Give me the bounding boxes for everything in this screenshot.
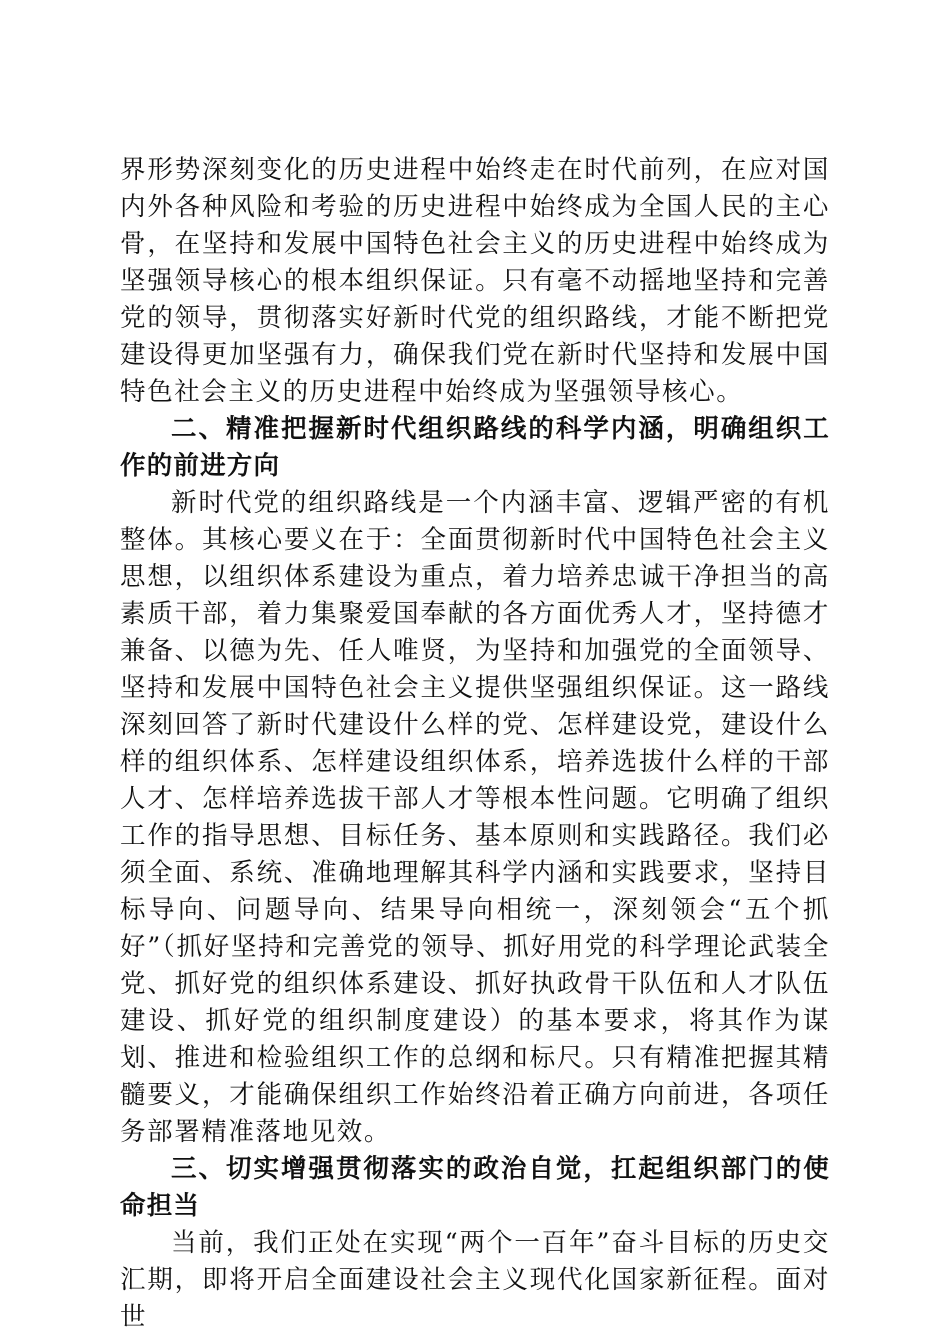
body-paragraph: 新时代党的组织路线是一个内涵丰富、逻辑严密的有机整体。其核心要义在于：全面贯彻新时代中国特色社会主义思想，以组织体系建设为重点，着力培养忠诚干净担当的高素质干部，着力集聚爱国奉献的各方面优秀人才，坚持德才兼备、以德为先、任人唯贤，为坚持和加强党的全面领导、坚持和发展中国特色社会主义提供坚强组织保证。这一路线深刻回答了新时代建设什么样的党、怎样建设党，建设什么样的组织体系、怎样建设组织体系，培养选拔什么样的干部人才、怎样培养选拔干部人才等根本性问题。它明确了组织工作的指导思想、目标任务、基本原则和实践路径。我们必须全面、系统、准确地理解其科学内涵和实践要求，坚持目标导向、问题导向、结果导向相统一，深刻领会“五个抓好”（抓好坚持和完善党的领导、抓好用党的科学理论武装全党、抓好党的组织体系建设、抓好执政骨干队伍和人才队伍建设、抓好党的组织制度建设）的基本要求，将其作为谋划、推进和检验组织工作的总纲和标尺。只有精准把握其精髓要义，才能确保组织工作始终沿着正确方向前进，各项任务部署精准落地见效。 [120,488,830,1147]
document-page [120,152,830,1336]
body-paragraph: 界形势深刻变化的历史进程中始终走在时代前列，在应对国内外各种风险和考验的历史进程中始终成为全国人民的主心骨，在坚持和发展中国特色社会主义的历史进程中始终成为坚强领导核心的根本组织保证。只有毫不动摇地坚持和完善党的领导，贯彻落实好新时代党的组织路线，才能不断把党建设得更加坚强有力，确保我们党在新时代坚持和发展中国特色社会主义的历史进程中始终成为坚强领导核心。 [120,155,830,407]
section-heading: 三、切实增强贯彻落实的政治自觉，扛起组织部门的使命担当 [120,1154,830,1221]
body-paragraph: 当前，我们正处在实现“两个一百年”奋斗目标的历史交汇期，即将开启全面建设社会主义现代化国家新征程。面对世 [120,1228,830,1332]
section-heading: 二、精准把握新时代组织路线的科学内涵，明确组织工作的前进方向 [120,414,830,481]
